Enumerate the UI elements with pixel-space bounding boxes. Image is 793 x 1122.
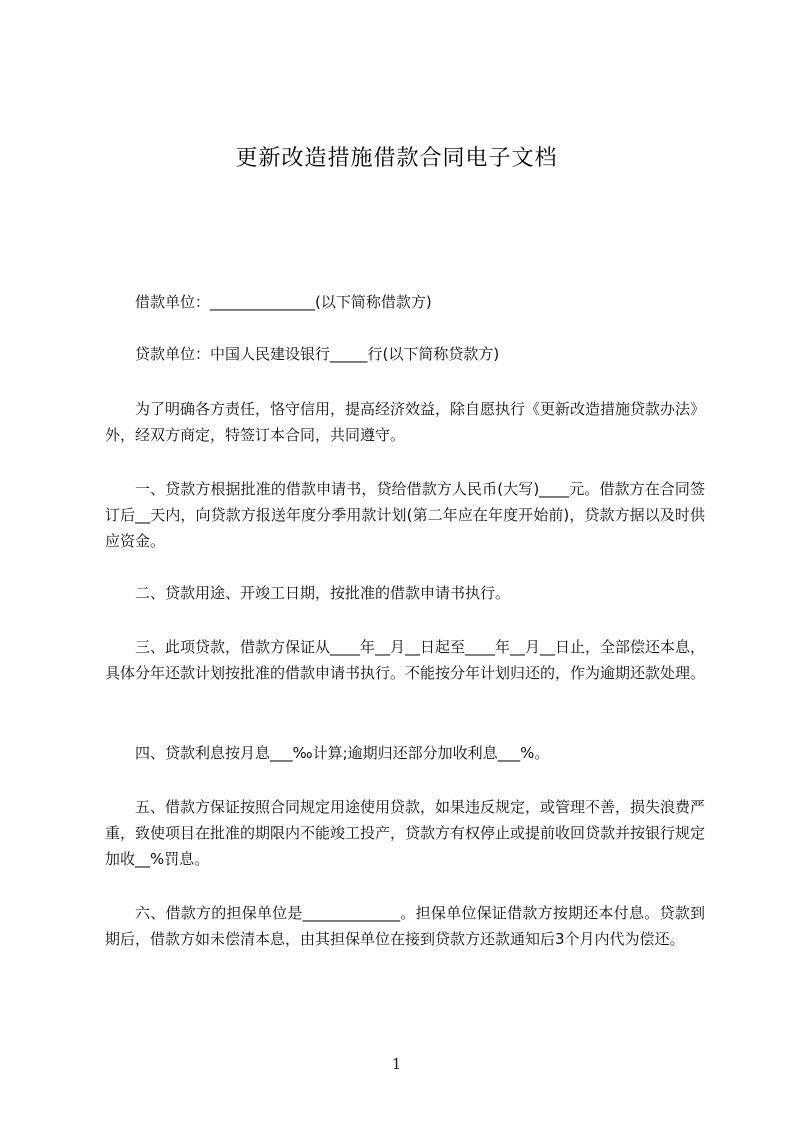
preamble-paragraph: 为了明确各方责任，恪守信用，提高经济效益，除自愿执行《更新改造措施贷款办法》外，经双方商定，特签订本合同，共同遵守。 bbox=[105, 400, 706, 444]
borrower-line: 借款单位：______________(以下简称借款方) bbox=[135, 293, 432, 311]
page-number: 1 bbox=[391, 1055, 402, 1073]
document-title: 更新改造措施借款合同电子文档 bbox=[235, 146, 558, 171]
clause-5: 五、借款方保证按照合同规定用途使用贷款，如果违反规定，或管理不善，损失浪费严重，致使项目在批准的期限内不能竣工投产，贷款方有权停止或提前收回贷款并按银行规定加收__%罚息。 bbox=[105, 798, 706, 868]
clause-2: 二、贷款用途、开竣工日期，按批准的借款申请书执行。 bbox=[135, 584, 511, 602]
clause-6: 六、借款方的担保单位是_____________。担保单位保证借款方按期还本付息。贷款到期后，借款方如未偿清本息，由其担保单位在接到贷款方还款通知后3个月内代为偿还。 bbox=[105, 904, 705, 948]
clause-3: 三、此项贷款，借款方保证从____年__月__日起至____年__月__日止，全部偿还本息，具体分年还款计划按批准的借款申请书执行。不能按分年计划归还的，作为逾期还款处理。 bbox=[105, 638, 706, 682]
clause-1: 一、贷款方根据批准的借款申请书，贷给借款方人民币(大写)____元。借款方在合同签订后__天内，向贷款方报送年度分季用款计划(第二年应在年度开始前)，贷款方据以及时供应资金。 bbox=[105, 480, 705, 550]
clause-4: 四、贷款利息按月息___‰计算;逾期归还部分加收利息___%。 bbox=[135, 744, 550, 762]
lender-line: 贷款单位：中国人民建设银行_____行(以下简称贷款方) bbox=[135, 345, 500, 363]
